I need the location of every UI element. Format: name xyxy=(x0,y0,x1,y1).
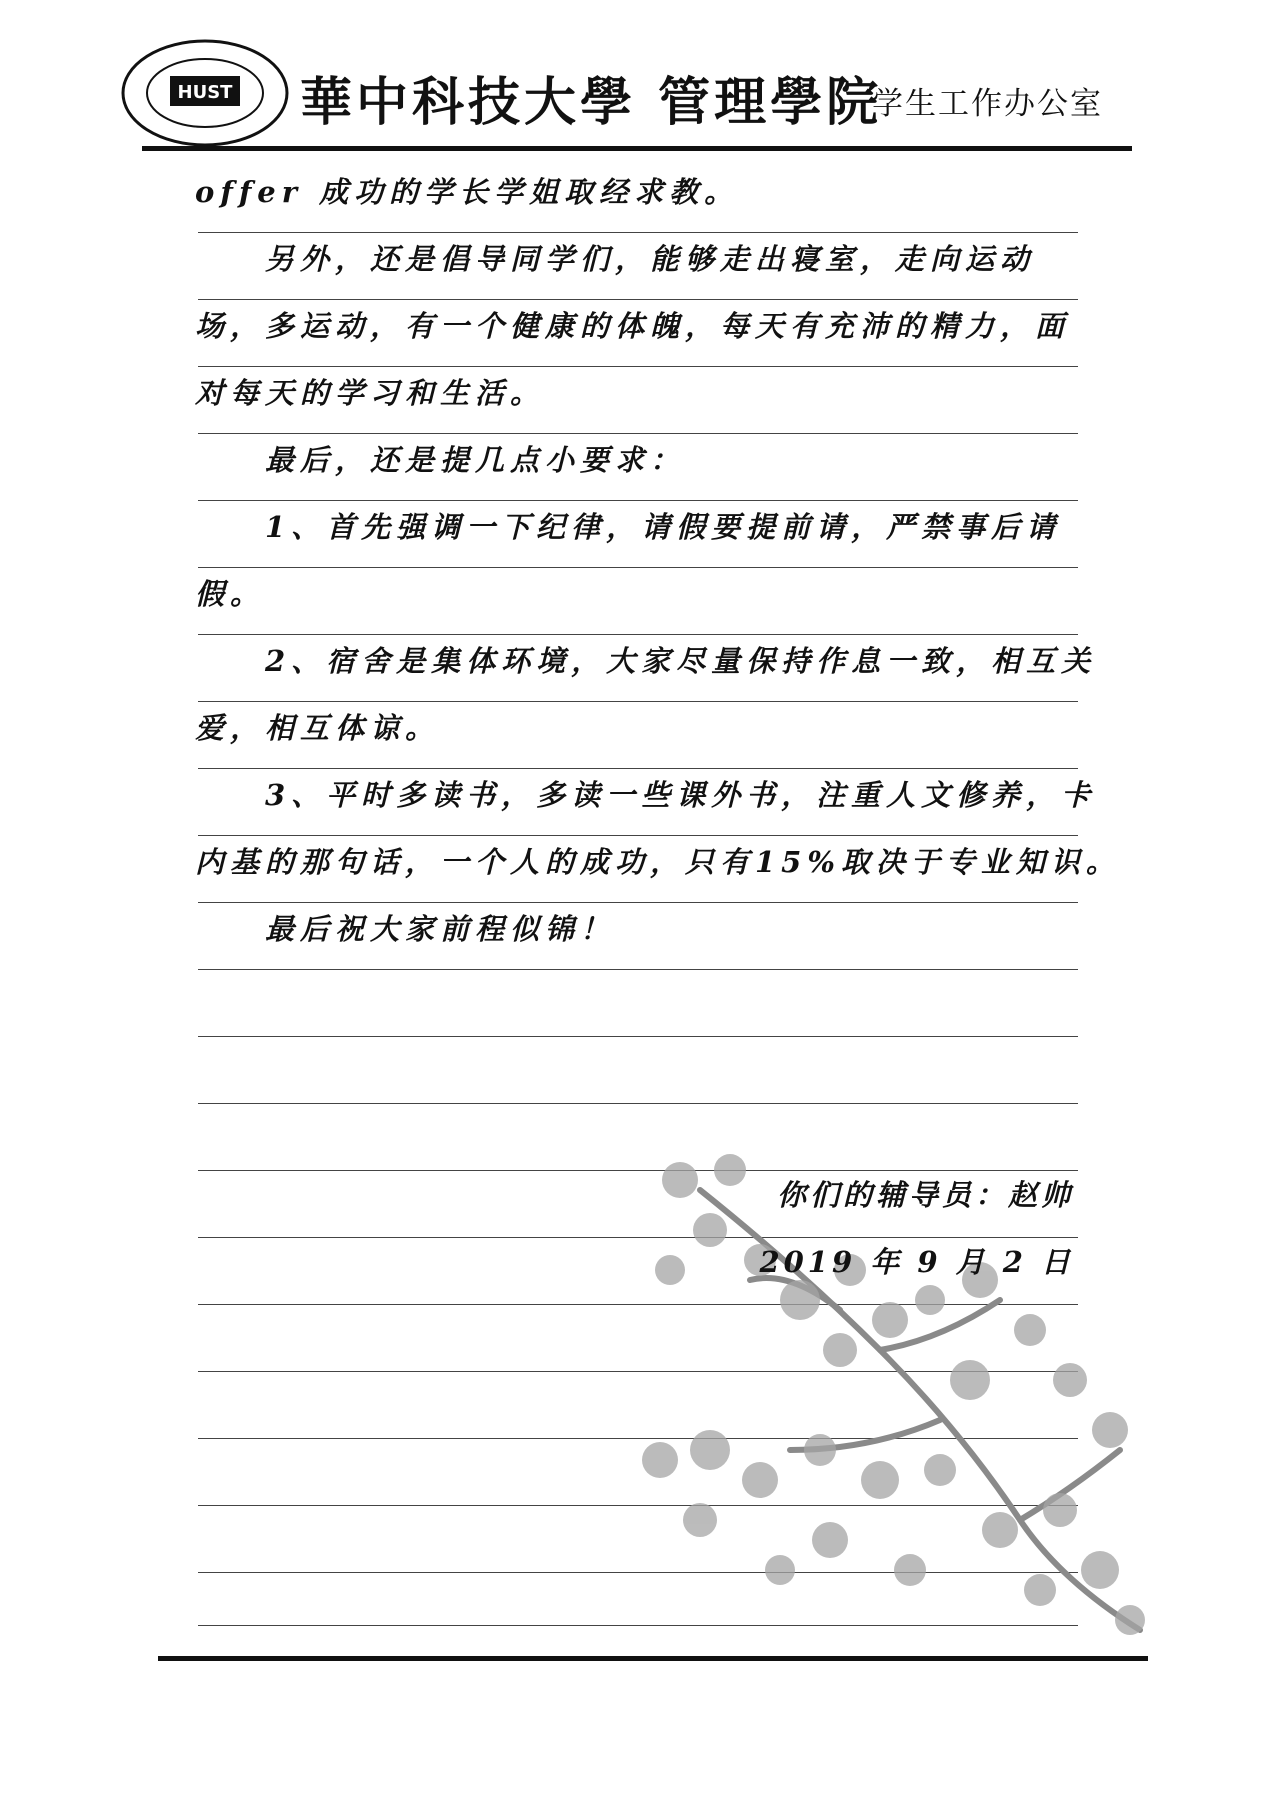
footer-rule xyxy=(158,1656,1148,1661)
body-line-2: 另外，还是倡导同学们，能够走出寝室，走向运动 xyxy=(265,242,1036,276)
body-line-10: 3、平时多读书，多读一些课外书，注重人文修养，卡 xyxy=(265,778,1097,812)
ruled-line xyxy=(198,366,1078,367)
body-line-8: 2、宿舍是集体环境，大家尽量保持作息一致，相互关 xyxy=(265,644,1097,678)
ruled-line xyxy=(198,701,1078,702)
ruled-line xyxy=(198,232,1078,233)
letterhead xyxy=(0,0,1269,160)
body-line-9: 爱，相互体谅。 xyxy=(195,711,441,745)
ruled-line xyxy=(198,299,1078,300)
body-line-6: 1、首先强调一下纪律，请假要提前请，严禁事后请 xyxy=(265,510,1062,544)
ruled-line xyxy=(198,500,1078,501)
body-line-12: 最后祝大家前程似锦！ xyxy=(265,912,616,946)
body-line-7: 假。 xyxy=(195,577,266,611)
body-line-4: 对每天的学习和生活。 xyxy=(195,376,546,410)
body-line-11: 内基的那句话，一个人的成功，只有15%取决于专业知识。 xyxy=(195,845,1121,879)
university-seal-icon xyxy=(120,38,290,148)
signature-from: 你们的辅导员：赵帅 xyxy=(776,1178,1074,1212)
ruled-line xyxy=(198,1036,1078,1037)
plum-blossom-decoration-icon xyxy=(640,1150,1150,1650)
ruled-line xyxy=(198,768,1078,769)
ruled-line xyxy=(198,634,1078,635)
seal-inner-text: HUST xyxy=(177,82,233,103)
body-line-1: offer 成功的学长学姐取经求教。 xyxy=(195,175,740,209)
ruled-line xyxy=(198,902,1078,903)
office-name: 学生工作办公室 xyxy=(872,86,1103,122)
header-rule xyxy=(142,146,1132,151)
body-line-5: 最后，还是提几点小要求： xyxy=(265,443,686,477)
ruled-line xyxy=(198,433,1078,434)
ruled-line xyxy=(198,969,1078,970)
university-school-name: 華中科技大學 管理學院 xyxy=(300,72,883,133)
signature-date: 2019 年 9 月 2 日 xyxy=(759,1245,1074,1279)
body-line-3: 场，多运动，有一个健康的体魄，每天有充沛的精力，面 xyxy=(195,309,1071,343)
ruled-line xyxy=(198,835,1078,836)
ruled-line xyxy=(198,1103,1078,1104)
ruled-line xyxy=(198,567,1078,568)
